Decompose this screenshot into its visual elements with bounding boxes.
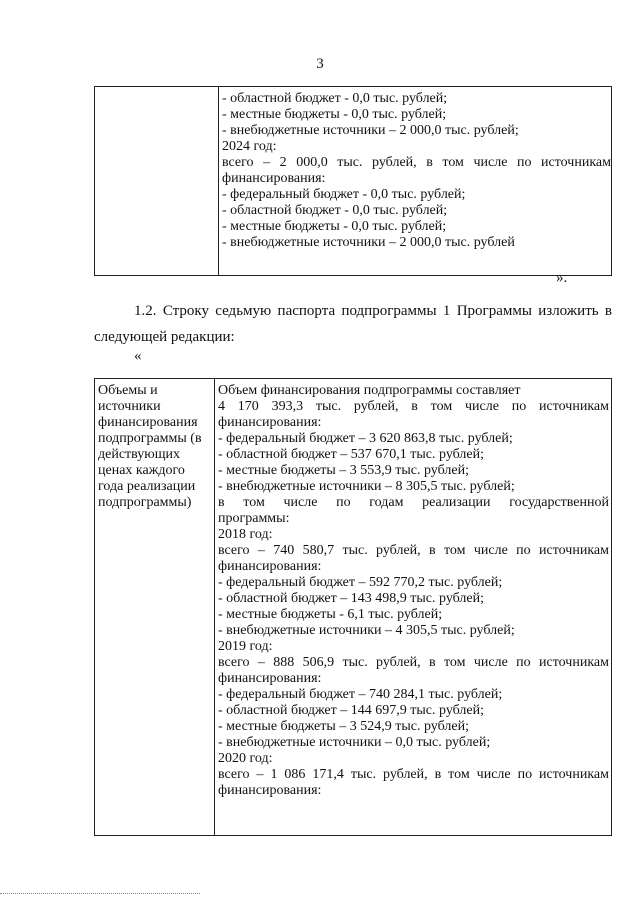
details-line: в том числе по годам реализации государственной bbox=[218, 495, 609, 510]
top-table-line: - внебюджетные источники – 2 000,0 тыс. рублей bbox=[222, 235, 515, 250]
top-table-line: - местные бюджеты - 0,0 тыс. рублей; bbox=[222, 219, 447, 234]
details-line: 2020 год: bbox=[218, 751, 273, 766]
details-line: всего – 888 506,9 тыс. рублей, в том числе по источникам bbox=[218, 655, 609, 670]
amendment-paragraph: 1.2. Строку седьмую паспорта подпрограммы 1 Программы изложить в следующей редакции: bbox=[94, 303, 612, 345]
details-line: - областной бюджет – 537 670,1 тыс. рублей; bbox=[218, 447, 484, 462]
opening-quote: « bbox=[134, 348, 142, 364]
top-financing-table bbox=[94, 86, 612, 276]
details-line: - внебюджетные источники – 8 305,5 тыс. рублей; bbox=[218, 479, 515, 494]
details-line: 4 170 393,3 тыс. рублей, в том числе по источникам bbox=[218, 399, 609, 414]
details-line: всего – 1 086 171,4 тыс. рублей, в том числе по источникам bbox=[218, 767, 609, 782]
top-table-left-cell bbox=[95, 87, 219, 276]
subprogram-financing-table bbox=[94, 378, 612, 836]
details-line: - местные бюджеты - 6,1 тыс. рублей; bbox=[218, 607, 443, 622]
financing-details-cell bbox=[215, 379, 612, 836]
details-line: финансирования: bbox=[218, 783, 322, 798]
top-table-line: - внебюджетные источники – 2 000,0 тыс. рублей; bbox=[222, 123, 519, 138]
label-line: действующих bbox=[98, 447, 181, 462]
top-table-right-cell bbox=[219, 87, 612, 276]
details-line: - местные бюджеты – 3 524,9 тыс. рублей; bbox=[218, 719, 469, 734]
top-table-line: 2024 год: bbox=[222, 139, 277, 154]
details-line: - областной бюджет – 144 697,9 тыс. рублей; bbox=[218, 703, 484, 718]
details-line: - областной бюджет – 143 498,9 тыс. рублей; bbox=[218, 591, 484, 606]
label-line: подпрограммы (в bbox=[98, 431, 202, 446]
top-table-line: - местные бюджеты - 0,0 тыс. рублей; bbox=[222, 107, 447, 122]
details-line: 2018 год: bbox=[218, 527, 273, 542]
details-line: - федеральный бюджет – 592 770,2 тыс. рублей; bbox=[218, 575, 503, 590]
details-line: - местные бюджеты – 3 553,9 тыс. рублей; bbox=[218, 463, 469, 478]
details-line: - федеральный бюджет – 740 284,1 тыс. рублей; bbox=[218, 687, 503, 702]
label-line: финансирования bbox=[98, 415, 198, 430]
details-line: - федеральный бюджет – 3 620 863,8 тыс. рублей; bbox=[218, 431, 513, 446]
footer-divider bbox=[0, 893, 200, 894]
financing-label-cell bbox=[95, 379, 215, 836]
details-line: - внебюджетные источники – 4 305,5 тыс. рублей; bbox=[218, 623, 515, 638]
closing-quote: ». bbox=[556, 270, 568, 286]
top-table-line: - областной бюджет - 0,0 тыс. рублей; bbox=[222, 203, 448, 218]
label-line: подпрограммы) bbox=[98, 495, 192, 510]
details-line: - внебюджетные источники – 0,0 тыс. рублей; bbox=[218, 735, 491, 750]
label-line: Объемы и bbox=[98, 383, 158, 398]
details-line: всего – 740 580,7 тыс. рублей, в том числе по источникам bbox=[218, 543, 609, 558]
top-table-line: - федеральный бюджет - 0,0 тыс. рублей; bbox=[222, 187, 466, 202]
top-table-line: - областной бюджет - 0,0 тыс. рублей; bbox=[222, 91, 448, 106]
top-table-line: финансирования: bbox=[222, 171, 326, 186]
details-line: финансирования: bbox=[218, 559, 322, 574]
details-line: программы: bbox=[218, 511, 290, 526]
details-line: Объем финансирования подпрограммы составляет bbox=[218, 383, 521, 398]
label-line: источники bbox=[98, 399, 161, 414]
top-table-line: всего – 2 000,0 тыс. рублей, в том числе по источникам bbox=[222, 155, 611, 170]
page-number: 3 bbox=[316, 56, 324, 72]
label-line: года реализации bbox=[98, 479, 196, 494]
details-line: финансирования: bbox=[218, 671, 322, 686]
label-line: ценах каждого bbox=[98, 463, 185, 478]
details-line: финансирования: bbox=[218, 415, 322, 430]
details-line: 2019 год: bbox=[218, 639, 273, 654]
